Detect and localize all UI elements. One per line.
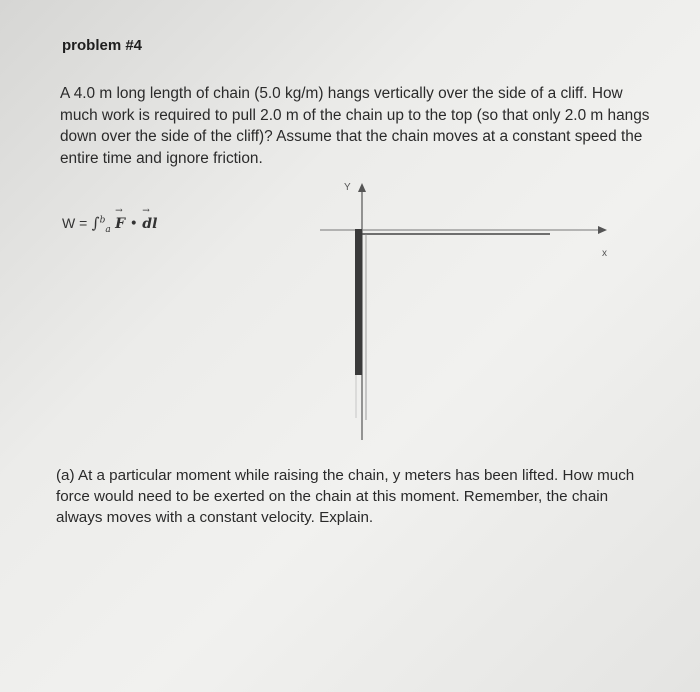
problem-statement: A 4.0 m long length of chain (5.0 kg/m) hangs vertically over the side of a cliff. How much work is required to pull 2.0 m of the chain up to the top (so that only 2.0 m hangs down over the side of the cliff)? Assume that the chain moves at a constant speed the entire time and ignore friction.	[60, 85, 650, 167]
displacement-vector: → dl	[142, 216, 157, 232]
hanging-chain	[355, 229, 362, 375]
integral-upper-limit: b	[99, 215, 106, 226]
formula-lhs: W =	[62, 215, 88, 231]
question-a: (a) At a particular moment while raising the chain, y meters has been lifted. How much force would need to be exerted on the chain at this moment. Remember, the chain always moves with a constant velocity. Explain.	[56, 467, 635, 526]
y-axis-label: Y	[344, 182, 351, 193]
y-axis-arrow-icon	[358, 183, 366, 192]
x-axis-label: x	[602, 248, 607, 259]
x-axis-arrow-icon	[598, 226, 607, 234]
integral-sign: ∫	[91, 214, 100, 232]
integral-lower-limit: a	[105, 224, 111, 235]
problem-title: problem #4	[62, 37, 143, 54]
dot-operator: •	[129, 216, 138, 232]
force-vector: → F	[115, 216, 125, 232]
